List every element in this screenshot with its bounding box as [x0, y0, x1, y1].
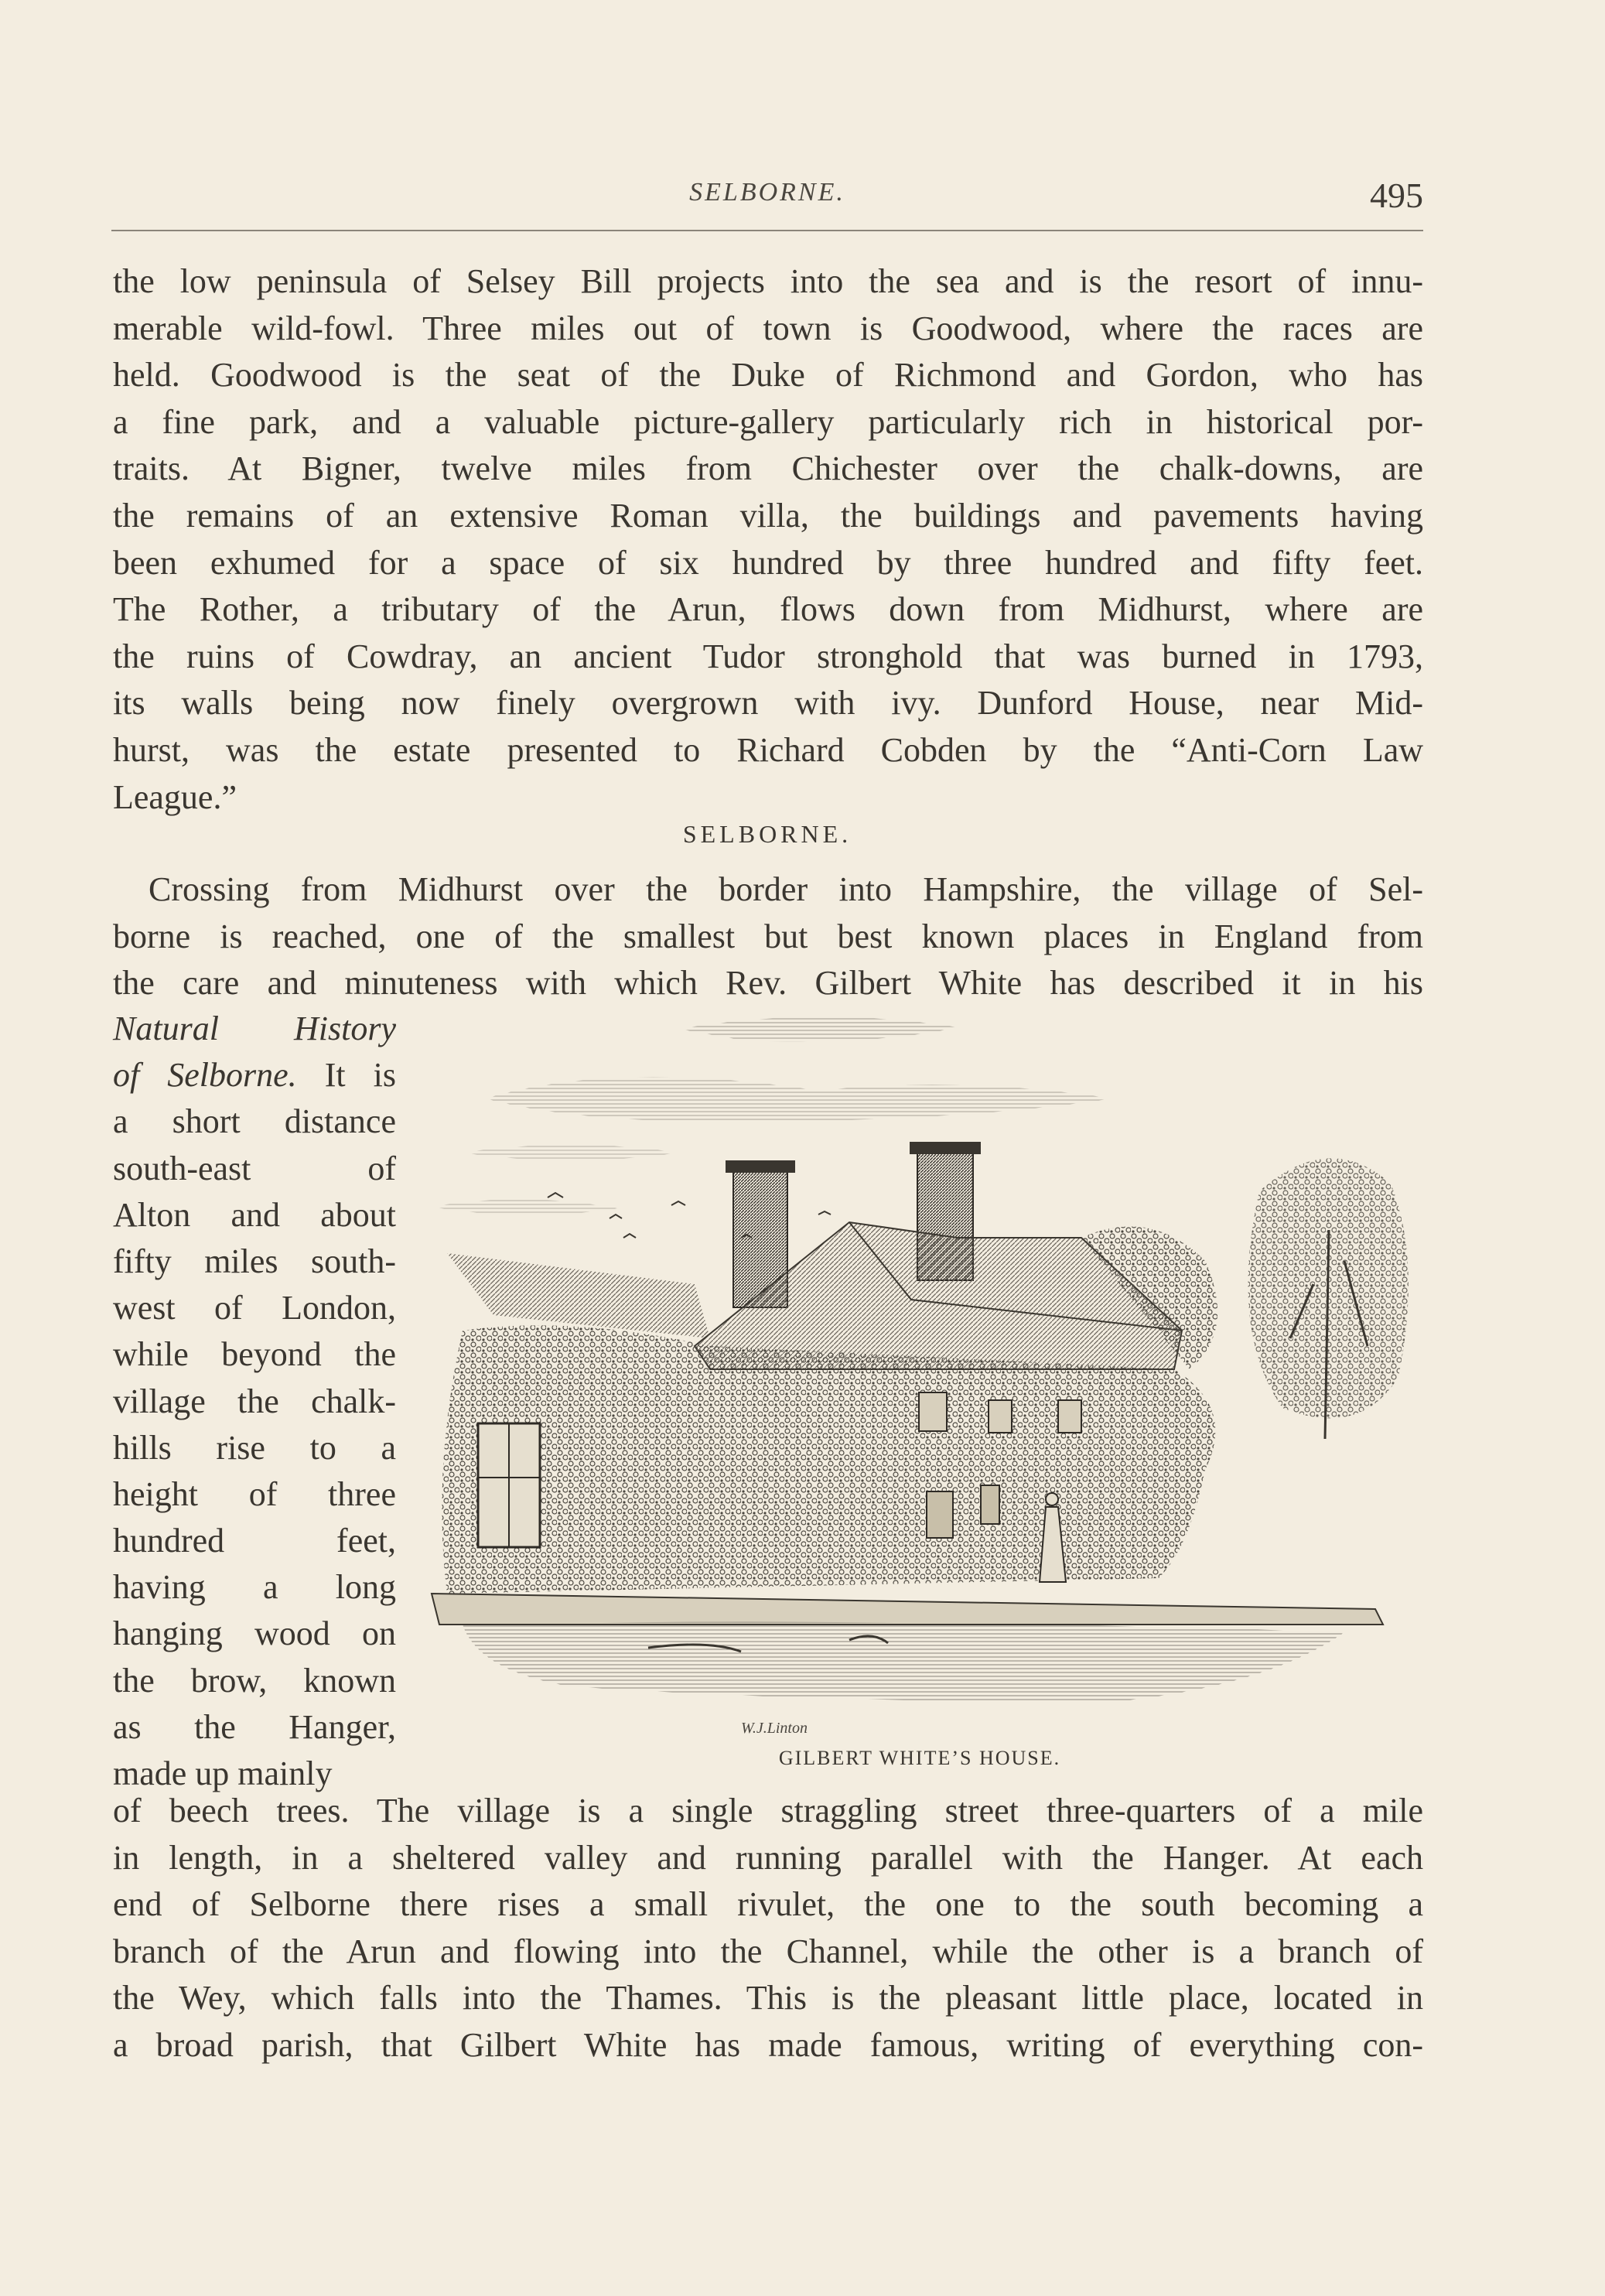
text-line: fifty miles south-	[113, 1242, 396, 1280]
bottom-paragraph	[113, 1788, 1423, 2069]
text-line: a short distance	[113, 1102, 396, 1141]
engraver-signature: W.J.Linton	[741, 1720, 808, 1737]
text-line: having a long	[113, 1568, 396, 1607]
text-line: traits. At Bigner, twelve miles from Chichester over the chalk-downs, are	[113, 449, 1423, 488]
right-tree	[1248, 1158, 1408, 1439]
header-rule	[111, 230, 1423, 231]
text-line: a broad parish, that Gilbert White has made famous, writing of everything con-	[113, 2025, 1423, 2064]
lawn	[432, 1594, 1383, 1702]
text-line: hurst, was the estate presented to Richard Cobden by the “Anti-Corn Law	[113, 730, 1423, 769]
text-line: south-east of	[113, 1149, 396, 1187]
text-line: the ruins of Cowdray, an ancient Tudor stronghold that was burned in 1793,	[113, 637, 1423, 675]
text-line: hundred feet,	[113, 1522, 396, 1560]
text-line: as the Hanger,	[113, 1707, 396, 1746]
book-title-line: of Selborne.	[113, 1056, 297, 1095]
text-line: made up mainly	[113, 1754, 333, 1792]
running-title: SELBORNE.	[689, 178, 845, 207]
page-number: 495	[1370, 176, 1423, 215]
text-line: the care and minuteness with which Rev. Gilbert White has described it in his	[113, 964, 1423, 1003]
birds	[548, 1193, 831, 1238]
text-line: hanging wood on	[113, 1614, 396, 1653]
section-heading: SELBORNE.	[682, 820, 852, 848]
text-line: Crossing from Midhurst over the border into Hampshire, the village of Sel-	[149, 870, 1423, 908]
text-line: end of Selborne there rises a small rivulet, the one to the south becoming a	[113, 1885, 1423, 1924]
text-line	[113, 1052, 396, 1098]
left-roof	[447, 1253, 710, 1338]
text-line: the low peninsula of Selsey Bill projects into the sea and is the resort of innu-	[113, 262, 1423, 300]
text-line: its walls being now finely overgrown with ivy. Dunford House, near Mid-	[113, 684, 1423, 723]
page-header	[111, 172, 1423, 226]
house-engraving	[416, 1006, 1423, 1748]
text-line: west of London,	[113, 1289, 396, 1327]
text-line: merable wild-fowl. Three miles out of town is Goodwood, where the races are	[113, 309, 1423, 347]
narrow-text-column	[113, 1006, 396, 1797]
text-line: held. Goodwood is the seat of the Duke of Richmond and Gordon, who has	[113, 356, 1423, 395]
text-line: height of three	[113, 1474, 396, 1513]
text-line: while beyond the	[113, 1335, 396, 1374]
text-line: of beech trees. The village is a single straggling street three-quarters of a mile	[113, 1792, 1423, 1830]
text-line: Alton and about	[113, 1195, 396, 1234]
text-line: a fine park, and a valuable picture-gallery particularly rich in historical por-	[113, 402, 1423, 441]
text-line: the remains of an extensive Roman villa, the buildings and pavements having	[113, 496, 1423, 535]
top-paragraph	[113, 258, 1423, 821]
text-line: borne is reached, one of the smallest but best known places in England from	[113, 917, 1423, 955]
text-line: League.”	[113, 777, 237, 816]
text-line: the Wey, which falls into the Thames. This is the pleasant little place, located in	[113, 1979, 1423, 2018]
figure-caption: GILBERT WHITE’S HOUSE.	[778, 1747, 1061, 1769]
text-line: The Rother, a tributary of the Arun, flows down from Midhurst, where are	[113, 590, 1423, 629]
book-title-line: Natural History	[113, 1010, 396, 1047]
text-line: village the chalk-	[113, 1382, 396, 1420]
text-line: the brow, known	[113, 1661, 396, 1700]
text-line: branch of the Arun and flowing into the Channel, while the other is a branch of	[113, 1932, 1423, 1970]
text-line: hills rise to a	[113, 1428, 396, 1467]
selborne-intro	[113, 866, 1423, 1007]
text-line: in length, in a sheltered valley and running parallel with the Hanger. At each	[113, 1838, 1423, 1877]
text-line: been exhumed for a space of six hundred by three hundred and fifty feet.	[113, 543, 1423, 582]
text-fragment: It is	[296, 1056, 396, 1095]
